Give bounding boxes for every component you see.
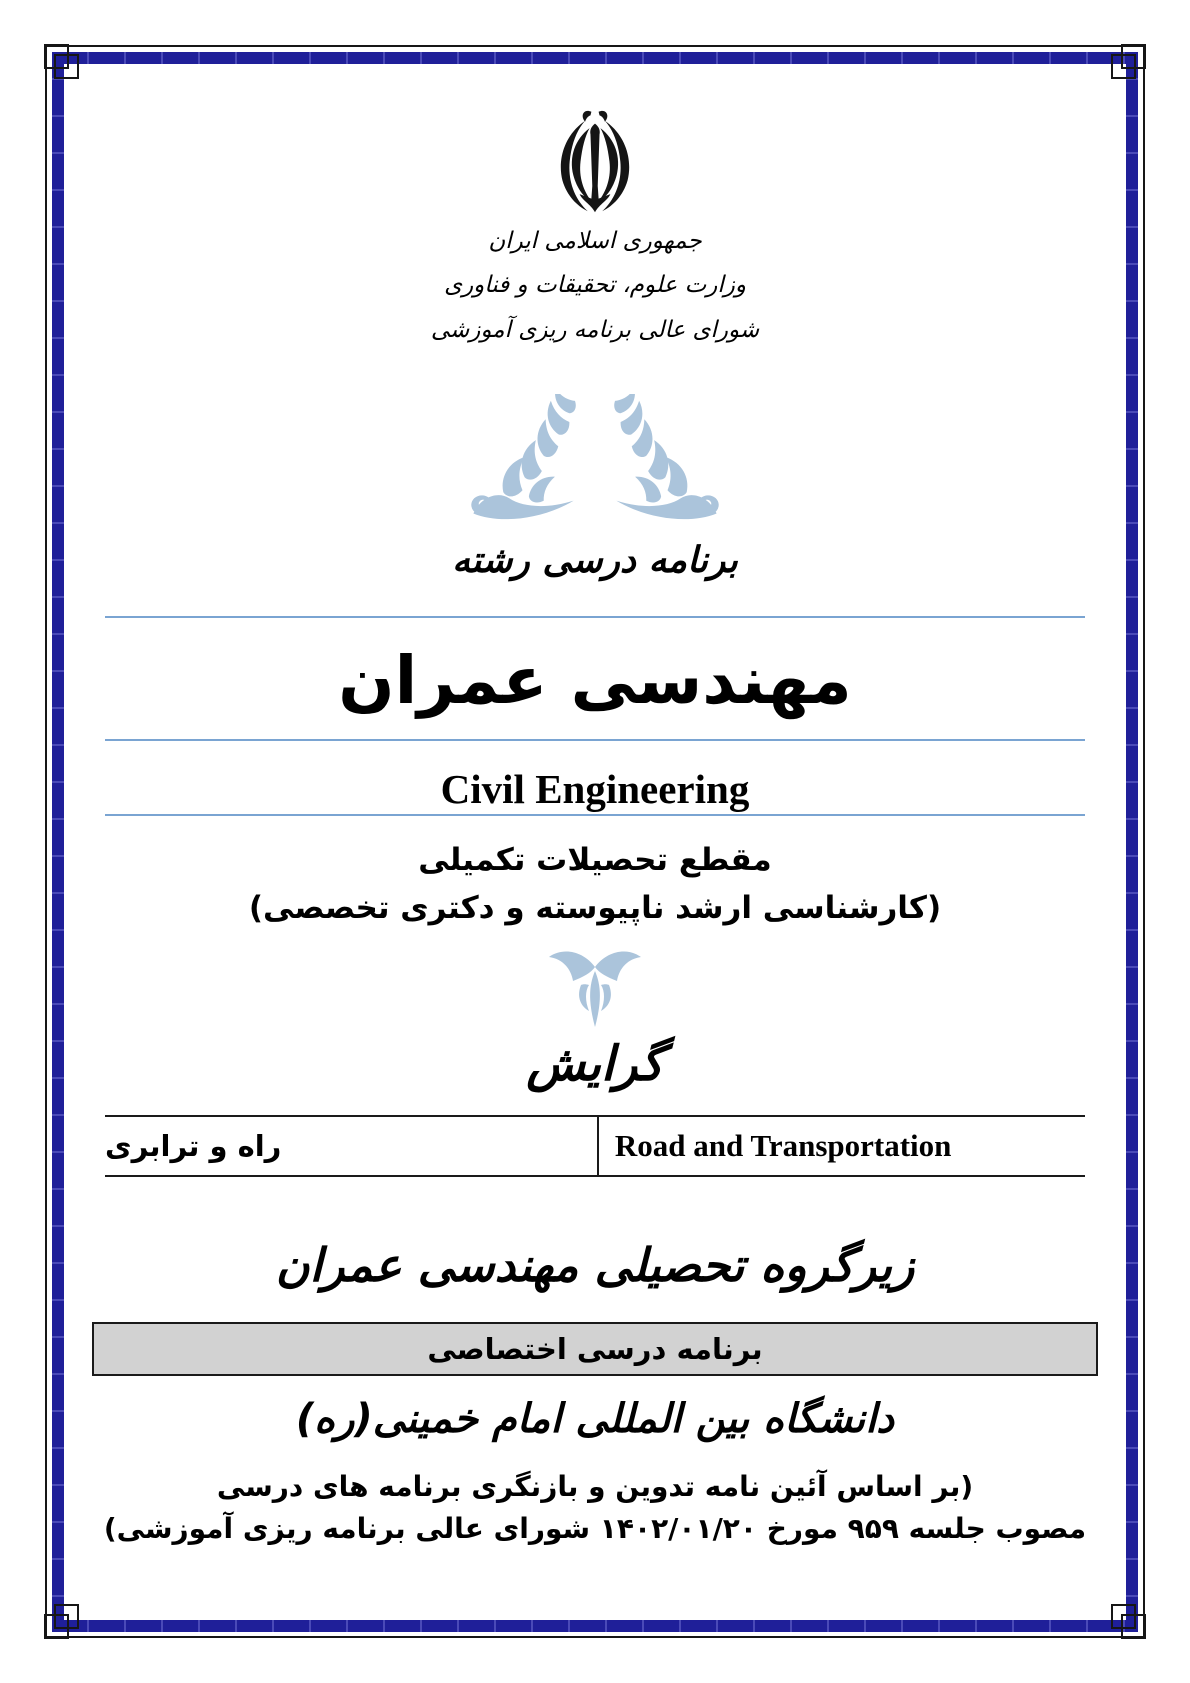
level-line-2: (کارشناسی ارشد ناپیوسته و دکتری تخصصی) [248, 890, 942, 926]
council-name: شورای عالی برنامه ریزی آموزشی [430, 317, 760, 343]
divider-rule [105, 814, 1085, 816]
special-program-banner [92, 1322, 1098, 1376]
field-title-en: Civil Engineering [440, 766, 750, 812]
ministry-name: وزارت علوم، تحقیقات و فناوری [444, 272, 746, 298]
orientation-cell-en: Road and Transportation [614, 1128, 952, 1163]
program-label: برنامه درسی رشته [452, 540, 738, 581]
orientation-cell-fa: راه و ترابری [105, 1117, 599, 1175]
divider-rule [105, 616, 1085, 618]
corner-knot-icon [44, 44, 69, 69]
frame-band-bottom [52, 1620, 1138, 1632]
corner-knot-icon [54, 1604, 79, 1629]
iran-emblem-icon [549, 110, 641, 218]
corner-knot-icon [1121, 1614, 1146, 1639]
corner-knot-icon [44, 1614, 69, 1639]
frame-band-top [52, 52, 1138, 64]
corner-knot-icon [1111, 54, 1136, 79]
field-title-fa: مهندسی عمران [338, 642, 852, 719]
corner-knot-icon [1111, 1604, 1136, 1629]
footnote-line-2: مصوب جلسه ۹۵۹ مورخ ۱۴۰۲/۰۱/۲۰ شورای عالی برنامه ریزی آموزشی) [103, 1512, 1087, 1545]
banner-label: برنامه درسی اختصاصی [427, 1332, 763, 1366]
subgroup-title: زیرگروه تحصیلی مهندسی عمران [275, 1238, 915, 1292]
orientation-heading: گرایش [526, 1036, 664, 1092]
corner-knot-icon [54, 54, 79, 79]
floral-flourish-icon [465, 394, 725, 526]
corner-knot-icon [1121, 44, 1146, 69]
orientation-table [105, 1115, 1085, 1177]
small-floral-icon [545, 945, 645, 1034]
country-name: جمهوری اسلامی ایران [488, 228, 702, 254]
divider-rule [105, 739, 1085, 741]
university-name: دانشگاه بین المللی امام خمینی(ره) [295, 1396, 895, 1442]
footnote-line-1: (بر اساس آئین نامه تدوین و بازنگری برنامه های درسی [216, 1470, 974, 1503]
level-line-1: مقطع تحصیلات تکمیلی [418, 842, 772, 878]
